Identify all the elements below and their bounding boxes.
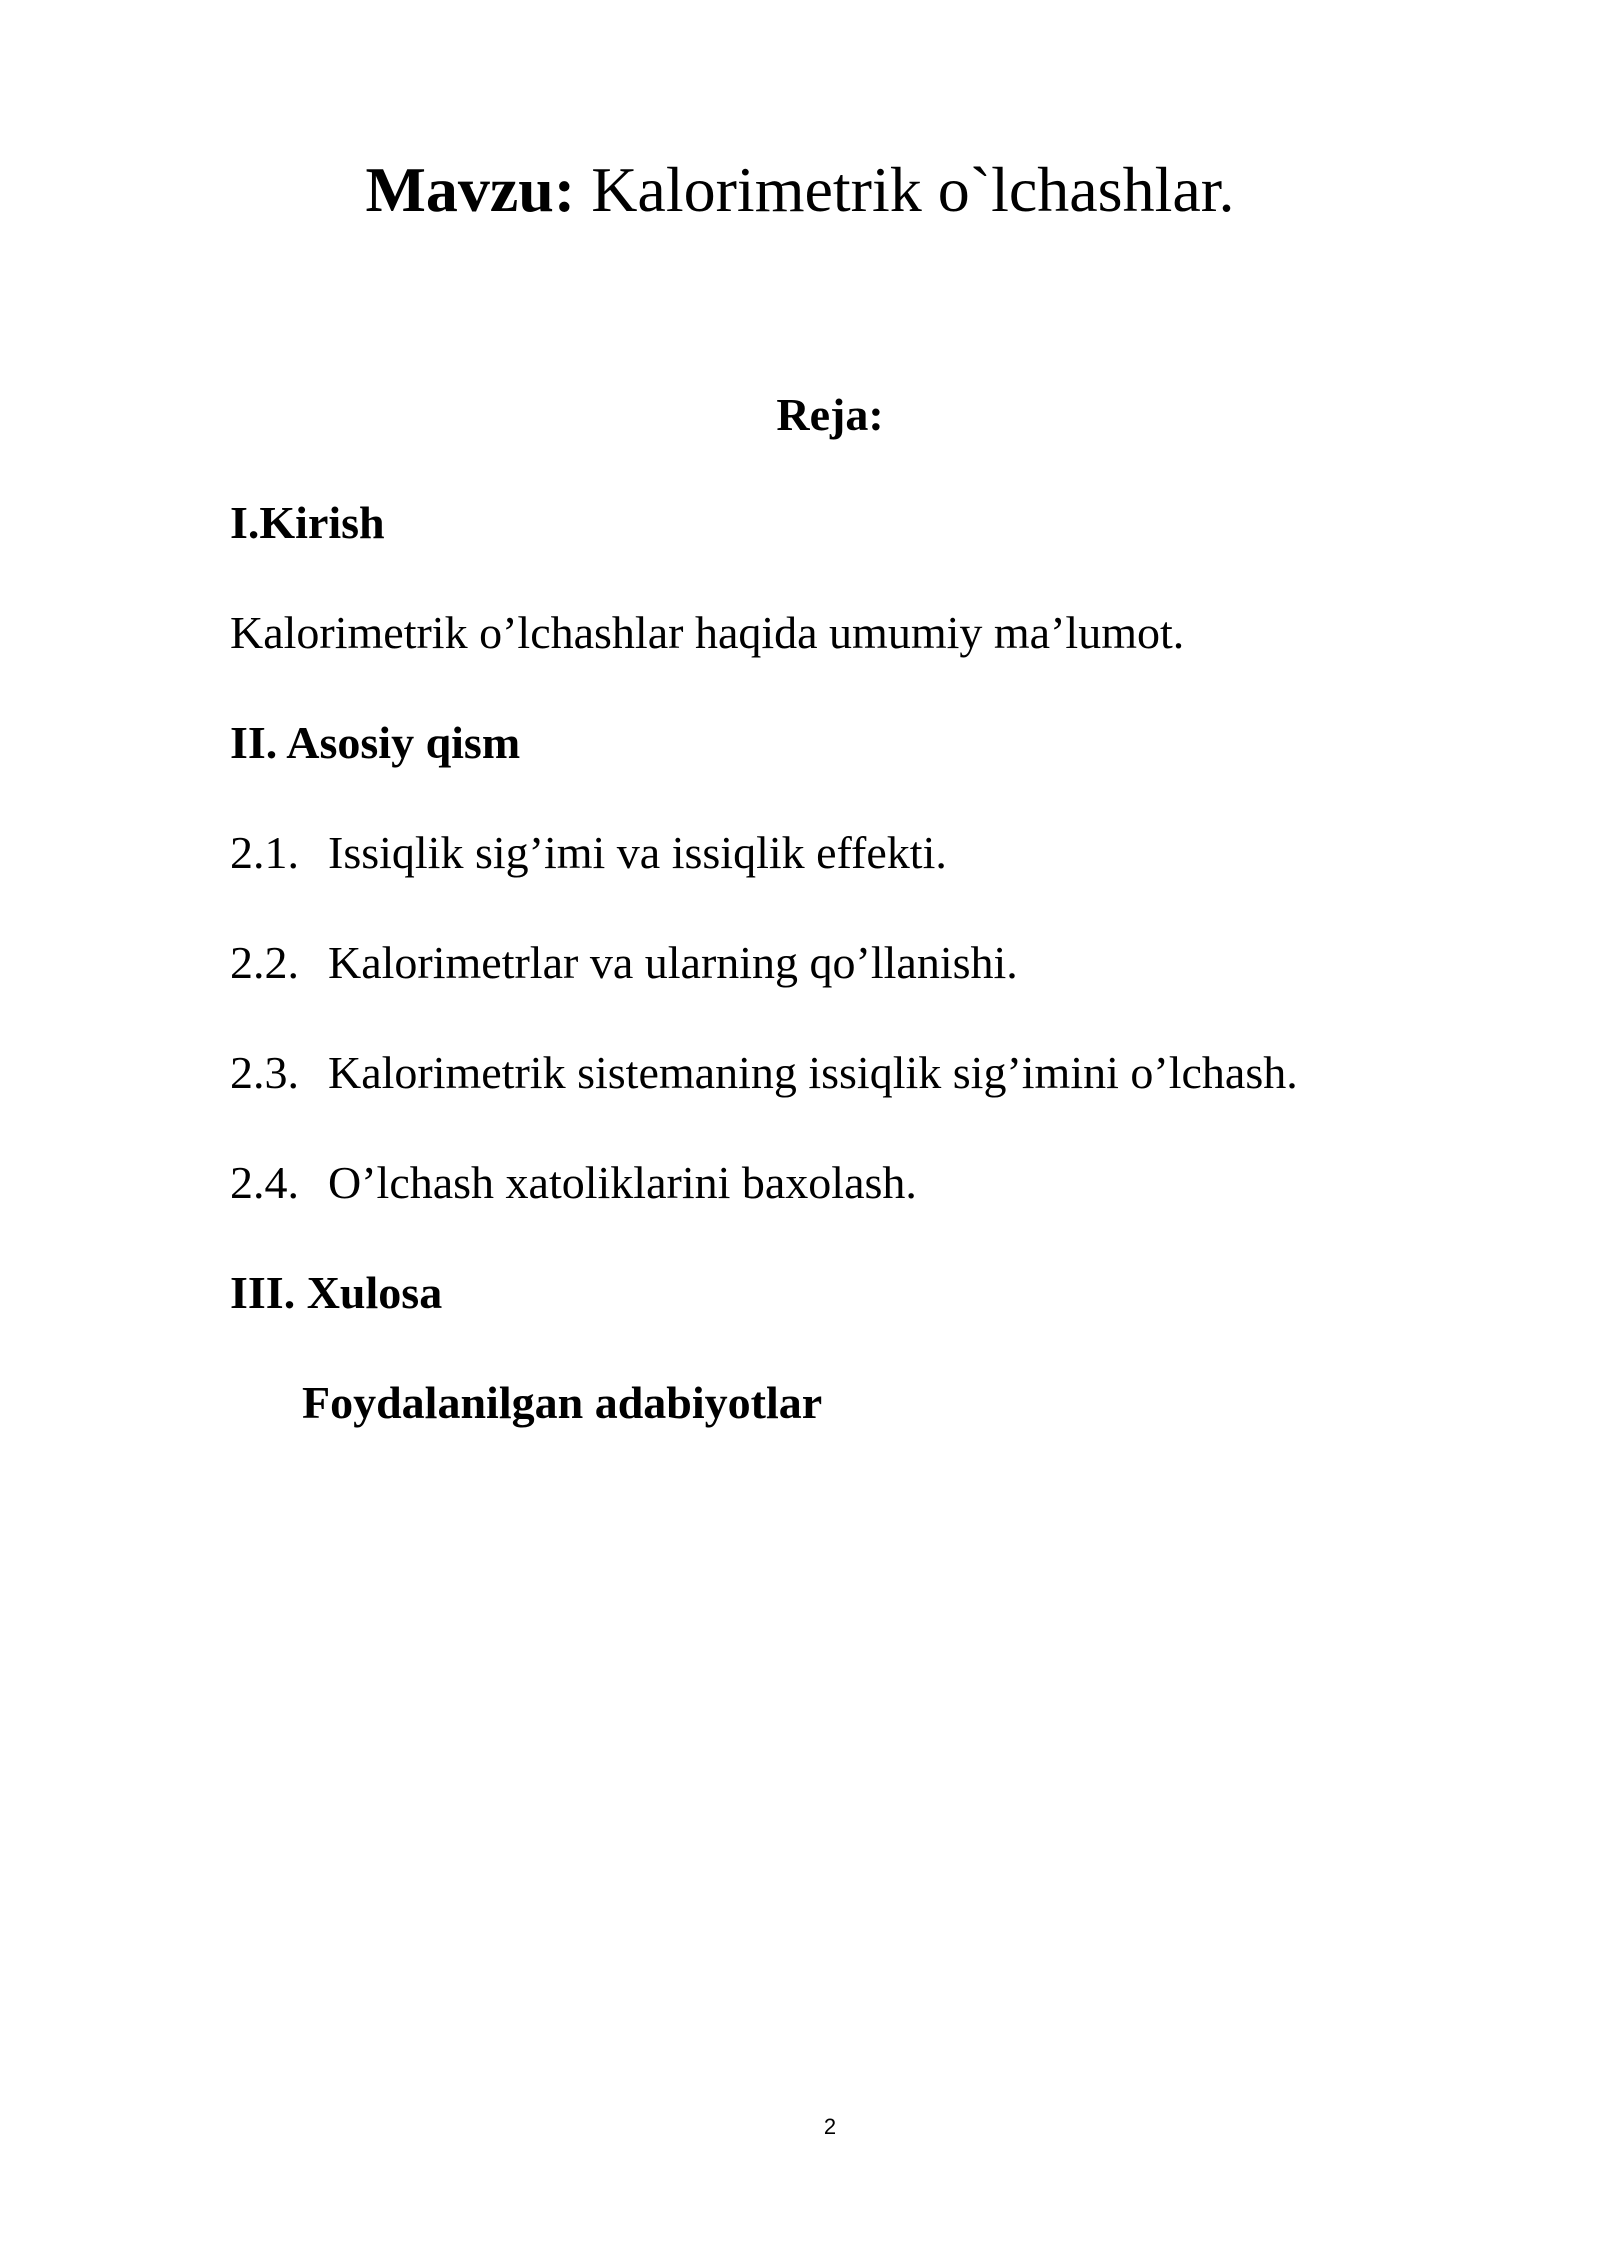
- list-item: [230, 823, 947, 883]
- item-text: O’lchash xatoliklarini baxolash.: [328, 1157, 917, 1208]
- list-item: [230, 1153, 917, 1213]
- intro-text: Kalorimetrik o’lchashlar haqida umumiy ma’lumot.: [230, 607, 1185, 658]
- list-item: [230, 1043, 1298, 1103]
- intro-heading: I.Kirish: [230, 497, 385, 548]
- title-label: Mavzu:: [365, 154, 576, 225]
- item-number: 2.1.: [230, 827, 299, 878]
- page-title: [0, 150, 1600, 230]
- item-number: 2.2.: [230, 937, 299, 988]
- plan-heading: Reja:: [776, 389, 884, 440]
- item-text: Kalorimetrik sistemaning issiqlik sig’imini o’lchash.: [328, 1047, 1298, 1098]
- item-text: Issiqlik sig’imi va issiqlik effekti.: [328, 827, 947, 878]
- conclusion-heading: III. Xulosa: [230, 1267, 443, 1318]
- title-text: Kalorimetrik o`lchashlar.: [591, 154, 1235, 225]
- list-item: [230, 933, 1018, 993]
- page-number: 2: [823, 2114, 837, 2139]
- main-part-heading: II. Asosiy qism: [230, 717, 521, 768]
- references-heading: Foydalanilgan adabiyotlar: [302, 1377, 823, 1428]
- item-number: 2.3.: [230, 1047, 299, 1098]
- item-text: Kalorimetrlar va ularning qo’llanishi.: [328, 937, 1018, 988]
- item-number: 2.4.: [230, 1157, 299, 1208]
